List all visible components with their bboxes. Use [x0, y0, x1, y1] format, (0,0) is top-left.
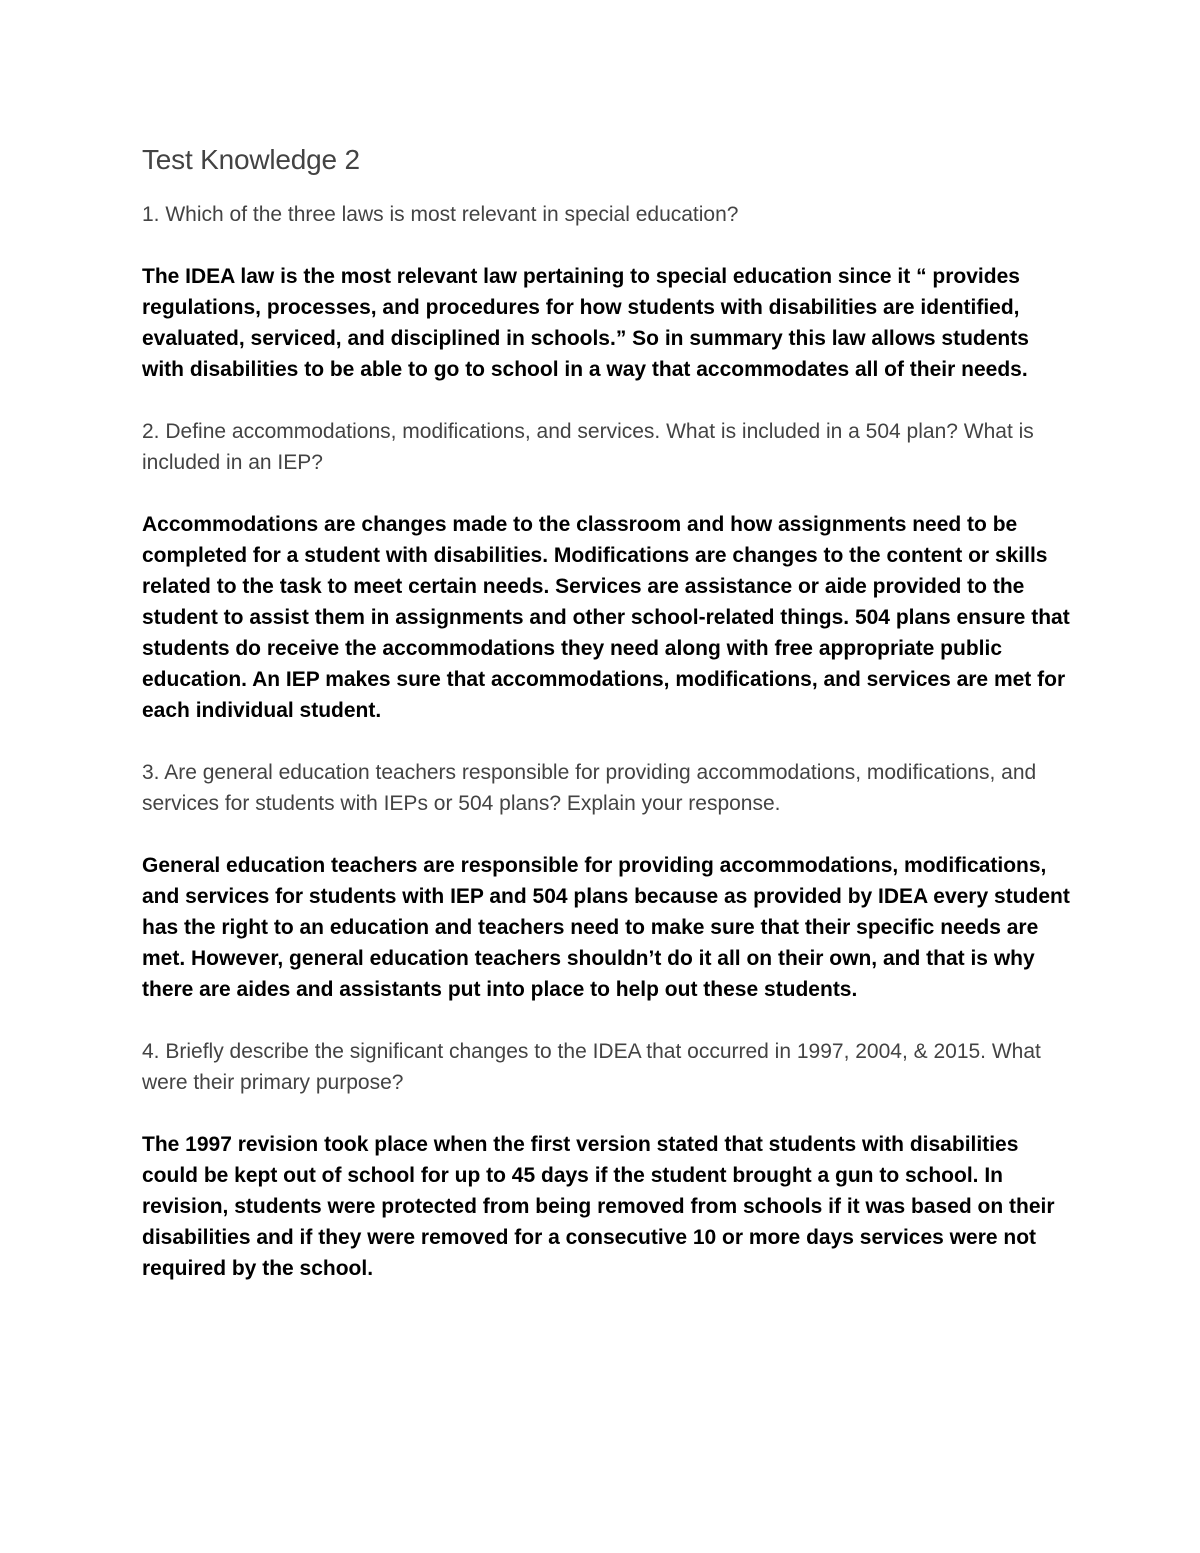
document-title: Test Knowledge 2: [142, 144, 360, 175]
question-3: 3. Are general education teachers responsible for providing accommodations, modifications, and services for students with IEPs or 504 plans? Explain your response.: [142, 761, 1037, 815]
question-1: 1. Which of the three laws is most relevant in special education?: [142, 203, 739, 226]
question-2: 2. Define accommodations, modifications, and services. What is included in a 504 plan? What is included in an IEP?: [142, 420, 1034, 474]
answer-2: Accommodations are changes made to the classroom and how assignments need to be completed for a student with disabilities. Modifications are changes to the content or skills related to the task to meet certain needs. Services are assistance or aide provided to the student to assist them in assignments and other school-related things. 504 plans ensure that students do receive the accommodations they need along with free appropriate public education. An IEP makes sure that accommodations, modifications, and services are met for each individual student.: [142, 513, 1070, 722]
answer-4: The 1997 revision took place when the first version stated that students with disabilities could be kept out of school for up to 45 days if the student brought a gun to school. In revision, students were protected from being removed from schools if it was based on their disabilities and if they were removed for a consecutive 10 or more days services were not required by the school.: [142, 1133, 1055, 1280]
question-4: 4. Briefly describe the significant changes to the IDEA that occurred in 1997, 2004, & 2015. What were their primary purpose?: [142, 1040, 1041, 1094]
document-page: [142, 141, 1072, 1284]
answer-1: The IDEA law is the most relevant law pertaining to special education since it “ provides regulations, processes, and procedures for how students with disabilities are identified, evaluated, serviced, and disciplined in schools.” So in summary this law allows students with disabilities to be able to go to school in a way that accommodates all of their needs.: [142, 265, 1029, 381]
answer-3: General education teachers are responsible for providing accommodations, modifications, and services for students with IEP and 504 plans because as provided by IDEA every student has the right to an education and teachers need to make sure that their specific needs are met. However, general education teachers shouldn’t do it all on their own, and that is why there are aides and assistants put into place to help out these students.: [142, 854, 1070, 1001]
